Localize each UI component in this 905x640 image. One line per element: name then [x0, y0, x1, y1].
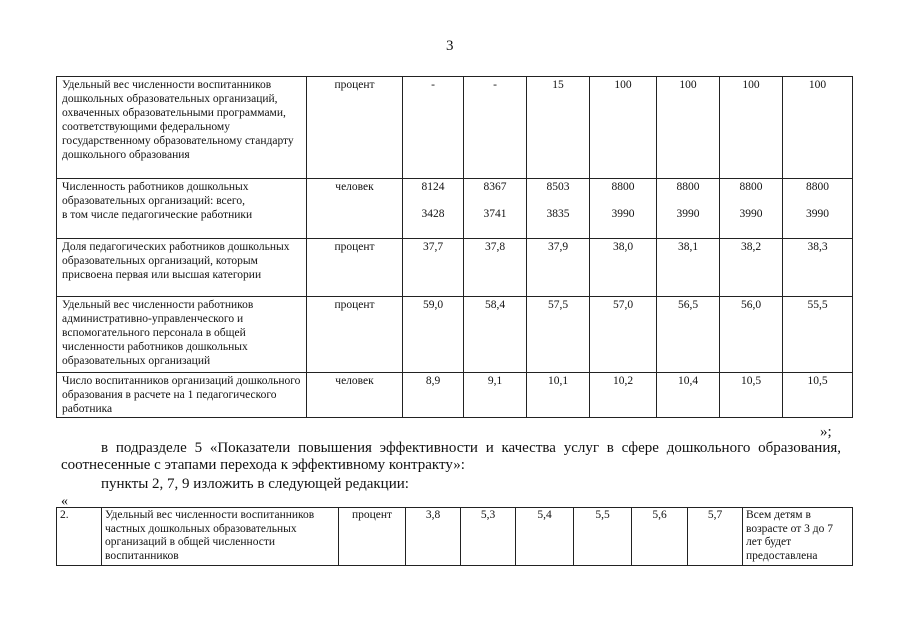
- unit-cell: человек: [307, 179, 403, 239]
- value-text: 10,4: [677, 375, 699, 387]
- row-number: 2.: [57, 508, 102, 566]
- note-cell: Всем детям в возрасте от 3 до 7 лет будет предоставлена: [743, 508, 853, 566]
- indicator-name-text: Число воспитанников организаций дошкольного образования в расчете на 1 педагогического работника: [62, 375, 301, 415]
- value-cell: 5,5: [574, 508, 632, 566]
- value-text: 8367: [483, 181, 507, 193]
- value-text: 8503: [546, 181, 570, 193]
- table-row: [57, 77, 853, 179]
- value-sub-text: 3990: [739, 208, 763, 220]
- value-cell: [657, 373, 720, 418]
- value-text: 10,1: [547, 375, 569, 387]
- value-text: 8800: [676, 181, 700, 193]
- value-sub-text: 3835: [546, 208, 570, 220]
- value-cell: [464, 373, 527, 418]
- value-sub-text: 3428: [421, 208, 445, 220]
- closing-quote: »;: [820, 424, 832, 440]
- table-row: [57, 297, 853, 373]
- value-cell: [657, 77, 720, 179]
- value-text: 8800: [806, 181, 829, 193]
- indicator-name-text: Удельный вес численности работников административно-управленческого и вспомогательного персонала в общей численности работников дошкольных образовательных организаций: [62, 299, 254, 367]
- value-sub-text: 3990: [676, 208, 700, 220]
- value-cell: [464, 239, 527, 297]
- paragraph-subsection-5: в подразделе 5 «Показатели повышения эффективности и качества услуг в сфере дошкольного образования, соотнесенные с этапами перехода к эффективному контракту»:: [61, 440, 841, 473]
- value-cell: [403, 297, 464, 373]
- value-sub-text: 3741: [483, 208, 507, 220]
- unit-cell: процент: [307, 297, 403, 373]
- page-number: 3: [446, 38, 454, 54]
- paragraph-items-edit: пункты 2, 7, 9 изложить в следующей редакции:: [101, 476, 409, 492]
- value-cell: [464, 77, 527, 179]
- value-cell: [783, 179, 853, 239]
- value-cell: 5,6: [632, 508, 688, 566]
- value-text: 8,9: [425, 375, 441, 387]
- value-text: 15: [552, 79, 564, 91]
- value-cell: [464, 297, 527, 373]
- value-text: 37,9: [547, 241, 569, 253]
- amended-table: [56, 507, 853, 566]
- value-cell: [720, 373, 783, 418]
- value-cell: [403, 179, 464, 239]
- value-text: 38,0: [612, 241, 634, 253]
- value-text: 10,5: [807, 375, 828, 387]
- value-cell: [527, 373, 590, 418]
- value-text: 55,5: [807, 299, 828, 311]
- value-cell: [657, 297, 720, 373]
- value-text: 38,3: [807, 241, 828, 253]
- value-text: 10,2: [612, 375, 634, 387]
- value-sub-text: 3990: [806, 208, 829, 220]
- value-text: 37,8: [484, 241, 506, 253]
- value-cell: [720, 297, 783, 373]
- value-cell: [527, 239, 590, 297]
- value-text: 38,1: [677, 241, 699, 253]
- indicator-name: [57, 77, 307, 179]
- value-text: -: [493, 79, 497, 91]
- value-cell: [403, 373, 464, 418]
- value-text: 56,0: [740, 299, 762, 311]
- value-sub-text: 3990: [611, 208, 635, 220]
- value-cell: [527, 179, 590, 239]
- value-text: 38,2: [740, 241, 762, 253]
- unit-cell: процент: [339, 508, 406, 566]
- table-row: [57, 179, 853, 239]
- value-cell: [720, 77, 783, 179]
- value-text: 100: [679, 79, 697, 91]
- value-cell: [527, 77, 590, 179]
- value-text: 100: [614, 79, 632, 91]
- value-text: 10,5: [740, 375, 762, 387]
- unit-cell: человек: [307, 373, 403, 418]
- value-cell: 3,8: [406, 508, 461, 566]
- value-text: 8800: [611, 181, 635, 193]
- value-cell: 5,4: [516, 508, 574, 566]
- value-cell: [783, 77, 853, 179]
- value-cell: [783, 239, 853, 297]
- value-text: 57,5: [547, 299, 569, 311]
- value-cell: [403, 77, 464, 179]
- value-text: 8124: [421, 181, 445, 193]
- value-cell: [590, 373, 657, 418]
- value-cell: [657, 239, 720, 297]
- value-cell: [590, 77, 657, 179]
- value-text: 9,1: [487, 375, 503, 387]
- value-cell: [590, 179, 657, 239]
- value-cell: [464, 179, 527, 239]
- value-cell: 5,3: [461, 508, 516, 566]
- value-cell: [590, 239, 657, 297]
- value-cell: [720, 239, 783, 297]
- indicator-name: [57, 297, 307, 373]
- indicator-name-text: Удельный вес численности воспитанников дошкольных образовательных организаций, охваченных образовательными программами, соответствующими федеральному государственному образовательному стандарту дошкольного образования: [62, 79, 294, 161]
- table-row: [57, 508, 853, 566]
- value-cell: [590, 297, 657, 373]
- table-row: [57, 373, 853, 418]
- indicator-name: [57, 179, 307, 239]
- indicator-subname-text: в том числе педагогические работники: [62, 209, 253, 221]
- value-cell: [783, 373, 853, 418]
- value-cell: [720, 179, 783, 239]
- value-text: 8800: [739, 181, 763, 193]
- indicator-name: Удельный вес численности воспитанников частных дошкольных образовательных организаций в общей численности воспитанников: [102, 508, 339, 566]
- value-text: 58,4: [484, 299, 506, 311]
- value-text: 59,0: [422, 299, 444, 311]
- opening-quote: «: [61, 494, 68, 509]
- value-cell: [403, 239, 464, 297]
- value-cell: [657, 179, 720, 239]
- value-cell: [527, 297, 590, 373]
- value-text: 100: [742, 79, 760, 91]
- value-text: 56,5: [677, 299, 699, 311]
- unit-cell: процент: [307, 239, 403, 297]
- table-row: [57, 239, 853, 297]
- indicator-name-text: Доля педагогических работников дошкольных образовательных организаций, которым присвоена первая или высшая категории: [62, 241, 290, 281]
- value-text: 37,7: [422, 241, 444, 253]
- indicator-name: [57, 239, 307, 297]
- value-text: -: [431, 79, 435, 91]
- value-text: 57,0: [612, 299, 634, 311]
- indicator-name: [57, 373, 307, 418]
- indicator-name-text: Численность работников дошкольных образовательных организаций: всего,: [62, 181, 249, 207]
- value-text: 100: [808, 79, 827, 91]
- indicators-table: [56, 76, 853, 418]
- value-cell: 5,7: [688, 508, 743, 566]
- unit-cell: процент: [307, 77, 403, 179]
- value-cell: [783, 297, 853, 373]
